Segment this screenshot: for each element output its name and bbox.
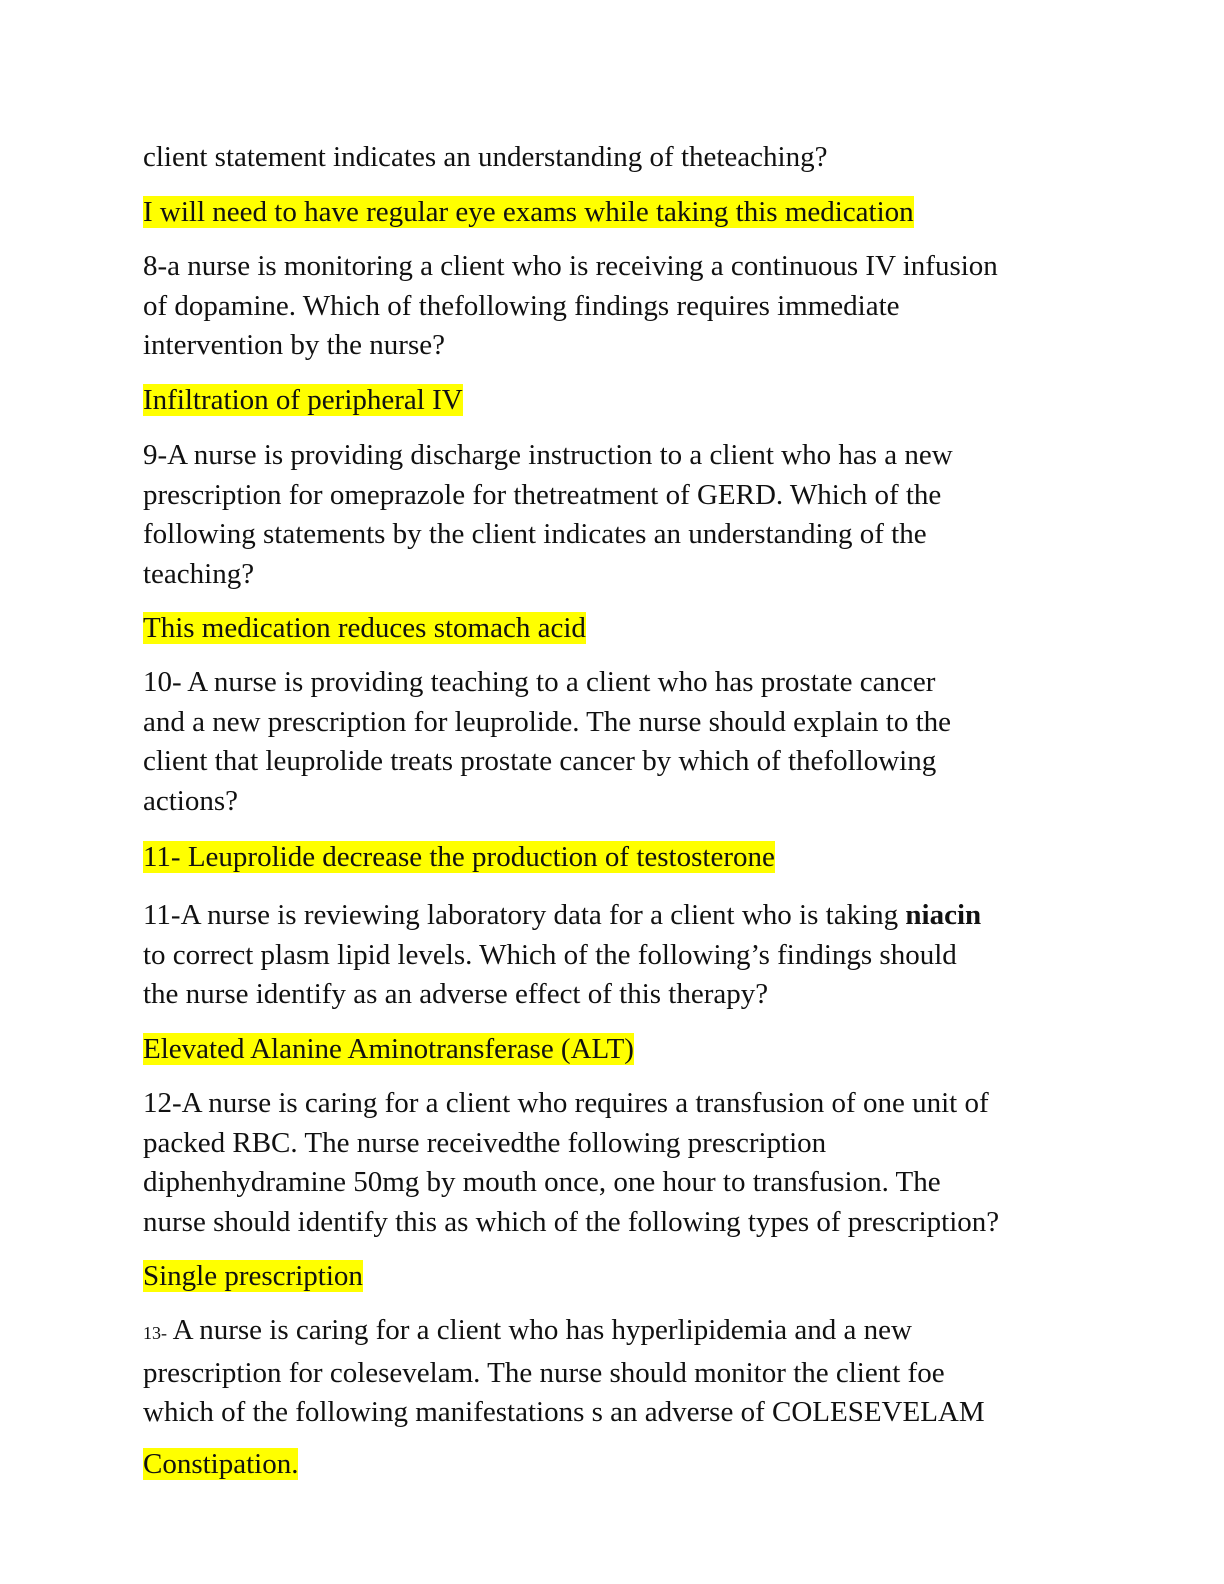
answer-9-text: This medication reduces stomach acid	[143, 612, 586, 644]
question-11-text	[143, 896, 1103, 1015]
question-9-line-4: teaching?	[143, 557, 255, 590]
question-13-line-1: A nurse is caring for a client who has hyperlipidemia and a new	[167, 1314, 912, 1346]
answer-7-text: I will need to have regular eye exams while taking this medication	[143, 196, 914, 228]
question-12-line-4: nurse should identify this as which of the following types of prescription?	[143, 1205, 1000, 1238]
question-8-line-2: of dopamine. Which of thefollowing findings requires immediate	[143, 289, 900, 322]
question-8-line-1: 8-a nurse is monitoring a client who is receiving a continuous IV infusion	[143, 250, 998, 282]
question-11-line-3: the nurse identify as an adverse effect of this therapy?	[143, 978, 769, 1010]
question-12-line-3: diphenhydramine 50mg by mouth once, one hour to transfusion. The	[143, 1166, 941, 1198]
answer-11	[143, 1030, 1103, 1070]
answer-8-text: Infiltration of peripheral IV	[143, 384, 463, 416]
question-8-text	[143, 247, 1103, 366]
question-7-line-1: client statement indicates an understanding of theteaching?	[143, 141, 828, 173]
question-10-line-3: client that leuprolide treats prostate cancer by which of thefollowing	[143, 745, 937, 777]
question-9-text	[143, 436, 1103, 594]
question-9-line-2: prescription for omeprazole for thetreatment of GERD. Which of the	[143, 478, 942, 511]
answer-13	[143, 1445, 1103, 1485]
question-9-line-3: following statements by the client indicates an understanding of the	[143, 518, 927, 550]
answer-12	[143, 1257, 1103, 1297]
question-11-line-1-start: 11-A nurse is reviewing laboratory data for a client who is taking	[143, 899, 906, 931]
niacin-bold-term: niacin	[905, 899, 982, 931]
answer-13-text: Constipation.	[143, 1448, 299, 1480]
answer-11-text: Elevated Alanine Aminotransferase (ALT)	[143, 1033, 634, 1065]
question-10-line-1: 10- A nurse is providing teaching to a client who has prostate cancer	[143, 666, 936, 698]
question-13-text	[143, 1311, 1103, 1433]
question-12-line-1: 12-A nurse is caring for a client who requires a transfusion of one unit of	[143, 1087, 989, 1119]
question-12-text	[143, 1084, 1103, 1242]
question-13-line-3: which of the following manifestations s an adverse of COLESEVELAM	[143, 1396, 985, 1428]
question-7-text	[143, 138, 1103, 178]
question-10-text	[143, 663, 1103, 821]
answer-7	[143, 193, 1103, 233]
answer-12-text: Single prescription	[143, 1260, 363, 1292]
answer-10-text: 11- Leuprolide decrease the production of testosterone	[143, 841, 775, 873]
answer-8	[143, 381, 1103, 421]
question-13-line-2: prescription for colesevelam. The nurse should monitor the client foe	[143, 1356, 945, 1389]
question-13-number: 13-	[143, 1323, 167, 1343]
question-8-line-3: intervention by the nurse?	[143, 329, 445, 361]
question-10-line-2: and a new prescription for leuprolide. The nurse should explain to the	[143, 705, 952, 738]
question-9-line-1: 9-A nurse is providing discharge instruction to a client who has a new	[143, 439, 953, 471]
answer-10	[143, 838, 1103, 878]
question-10-line-4: actions?	[143, 784, 239, 817]
question-12-line-2: packed RBC. The nurse receivedthe following prescription	[143, 1126, 827, 1159]
question-11-line-2: to correct plasm lipid levels. Which of the following’s findings should	[143, 938, 957, 971]
answer-9	[143, 609, 1103, 649]
